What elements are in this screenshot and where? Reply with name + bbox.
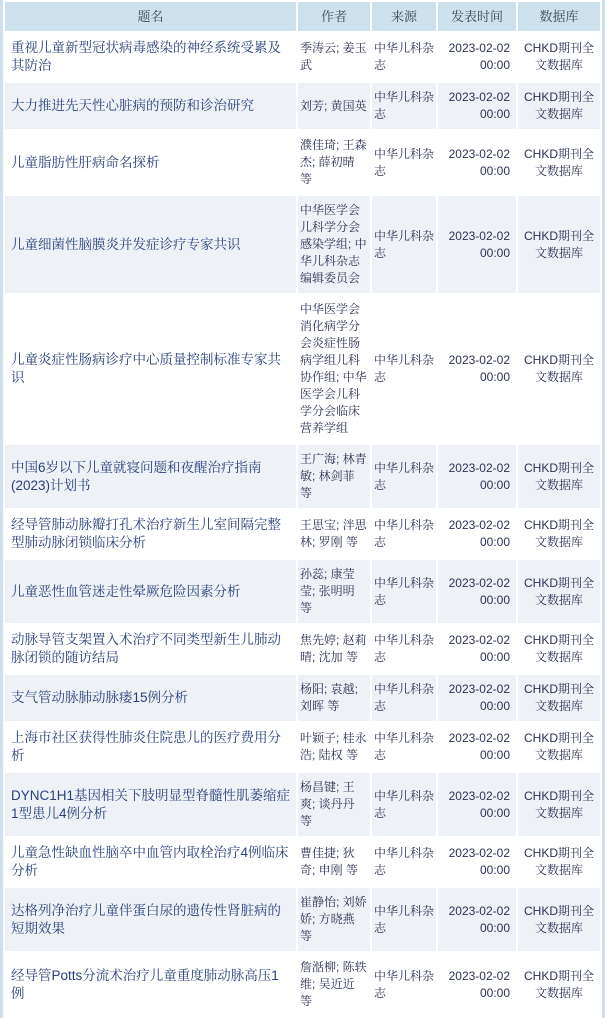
- publish-date-cell: 2023-02-02 00:00: [438, 510, 516, 558]
- authors-cell: 崔静怡; 刘娇娇; 方晓燕 等: [298, 888, 370, 951]
- database-cell: CHKD期刊全文数据库: [518, 510, 600, 558]
- table-row: [5, 83, 600, 129]
- authors-cell: 王思宝; 泮思林; 罗刚 等: [298, 510, 370, 558]
- title-cell: [5, 625, 296, 673]
- database-cell: CHKD期刊全文数据库: [518, 888, 600, 951]
- authors-cell: 叶颖子; 桂永浩; 陆权 等: [298, 723, 370, 771]
- database-cell: CHKD期刊全文数据库: [518, 773, 600, 836]
- results-table: [3, 0, 602, 1018]
- authors-cell: 季涛云; 姜玉武: [298, 33, 370, 81]
- table-row: [5, 625, 600, 673]
- table-row: [5, 560, 600, 623]
- publish-date-cell: 2023-02-02 00:00: [438, 675, 516, 721]
- source-cell: 中华儿科杂志: [372, 773, 436, 836]
- article-title-link[interactable]: 重视儿童新型冠状病毒感染的神经系统受累及其防治: [11, 40, 281, 73]
- source-cell: 中华儿科杂志: [372, 560, 436, 623]
- publish-date-cell: 2023-02-02 00:00: [438, 131, 516, 194]
- table-row: [5, 445, 600, 508]
- publish-date-cell: 2023-02-02 00:00: [438, 560, 516, 623]
- authors-cell: 刘芳; 黄国英: [298, 83, 370, 129]
- authors-cell: 中华医学会消化病学分会炎症性肠病学组儿科协作组; 中华医学会儿科学分会临床营养学组: [298, 295, 370, 443]
- publish-date-cell: 2023-02-02 00:00: [438, 295, 516, 443]
- column-header-title: 题名: [5, 2, 296, 31]
- article-title-link[interactable]: DYNC1H1基因相关下肢明显型脊髓性肌萎缩症1型患儿4例分析: [11, 787, 291, 821]
- article-title-link[interactable]: 儿童炎症性肠病诊疗中心质量控制标准专家共识: [11, 352, 281, 385]
- authors-cell: 孙蕊; 康莹莹; 张明明 等: [298, 560, 370, 623]
- table-row: [5, 773, 600, 836]
- article-title-link[interactable]: 动脉导管支架置入术治疗不同类型新生儿肺动脉闭锁的随访结局: [11, 632, 281, 665]
- publish-date-cell: 2023-02-02 00:00: [438, 83, 516, 129]
- column-header-database: 数据库: [518, 2, 600, 31]
- database-cell: CHKD期刊全文数据库: [518, 953, 600, 1016]
- article-title-link[interactable]: 大力推进先天性心脏病的预防和诊治研究: [11, 98, 254, 113]
- table-row: [5, 953, 600, 1016]
- title-cell: [5, 131, 296, 194]
- title-cell: [5, 33, 296, 81]
- source-cell: 中华儿科杂志: [372, 723, 436, 771]
- title-cell: [5, 675, 296, 721]
- article-title-link[interactable]: 儿童脂肪性肝病命名探析: [11, 154, 160, 170]
- publish-date-cell: 2023-02-02 00:00: [438, 445, 516, 508]
- results-table-body: [5, 33, 600, 1016]
- article-title-link[interactable]: 经导管Potts分流术治疗儿童重度肺动脉高压1例: [11, 967, 279, 1001]
- table-row: [5, 723, 600, 771]
- title-cell: [5, 723, 296, 771]
- column-header-source: 来源: [372, 2, 436, 31]
- source-cell: 中华儿科杂志: [372, 83, 436, 129]
- authors-cell: 濮佳琦; 王森杰; 薛初晴 等: [298, 131, 370, 194]
- authors-cell: 杨昌键; 王爽; 谈丹丹 等: [298, 773, 370, 836]
- publish-date-cell: 2023-02-02 00:00: [438, 33, 516, 81]
- title-cell: [5, 510, 296, 558]
- table-row: [5, 196, 600, 293]
- database-cell: CHKD期刊全文数据库: [518, 675, 600, 721]
- column-header-date: 发表时间: [438, 2, 516, 31]
- table-row: [5, 131, 600, 194]
- source-cell: 中华儿科杂志: [372, 295, 436, 443]
- title-cell: [5, 196, 296, 293]
- database-cell: CHKD期刊全文数据库: [518, 33, 600, 81]
- article-title-link[interactable]: 支气管动脉肺动脉瘘15例分析: [11, 690, 189, 705]
- database-cell: CHKD期刊全文数据库: [518, 131, 600, 194]
- table-row: [5, 33, 600, 81]
- table-row: [5, 295, 600, 443]
- article-title-link[interactable]: 儿童恶性血管迷走性晕厥危险因素分析: [11, 583, 241, 599]
- source-cell: 中华儿科杂志: [372, 625, 436, 673]
- table-row: [5, 888, 600, 951]
- title-cell: [5, 888, 296, 951]
- authors-cell: 杨阳; 袁越; 刘晖 等: [298, 675, 370, 721]
- article-title-link[interactable]: 达格列净治疗儿童伴蛋白尿的遗传性肾脏病的短期效果: [11, 902, 281, 936]
- source-cell: 中华儿科杂志: [372, 196, 436, 293]
- article-title-link[interactable]: 中国6岁以下儿童就寝问题和夜醒治疗指南(2023)计划书: [11, 459, 262, 493]
- publish-date-cell: 2023-02-02 00:00: [438, 625, 516, 673]
- source-cell: 中华儿科杂志: [372, 445, 436, 508]
- source-cell: 中华儿科杂志: [372, 33, 436, 81]
- article-title-link[interactable]: 上海市社区获得性肺炎住院患儿的医疗费用分析: [11, 730, 281, 763]
- database-cell: CHKD期刊全文数据库: [518, 295, 600, 443]
- title-cell: [5, 773, 296, 836]
- source-cell: 中华儿科杂志: [372, 510, 436, 558]
- publish-date-cell: 2023-02-02 00:00: [438, 953, 516, 1016]
- title-cell: [5, 295, 296, 443]
- column-header-authors: 作者: [298, 2, 370, 31]
- authors-cell: 中华医学会儿科学分会感染学组; 中华儿科杂志编辑委员会: [298, 196, 370, 293]
- database-cell: CHKD期刊全文数据库: [518, 83, 600, 129]
- authors-cell: 王广海; 林青敏; 林剑菲 等: [298, 445, 370, 508]
- publish-date-cell: 2023-02-02 00:00: [438, 888, 516, 951]
- publish-date-cell: 2023-02-02 00:00: [438, 723, 516, 771]
- title-cell: [5, 445, 296, 508]
- database-cell: CHKD期刊全文数据库: [518, 625, 600, 673]
- table-row: [5, 675, 600, 721]
- source-cell: 中华儿科杂志: [372, 953, 436, 1016]
- database-cell: CHKD期刊全文数据库: [518, 560, 600, 623]
- database-cell: CHKD期刊全文数据库: [518, 196, 600, 293]
- authors-cell: 詹湉柳; 陈轶维; 吴近近 等: [298, 953, 370, 1016]
- authors-cell: 焦先婷; 赵莉晴; 沈加 等: [298, 625, 370, 673]
- header-row: [5, 2, 600, 31]
- source-cell: 中华儿科杂志: [372, 838, 436, 886]
- publish-date-cell: 2023-02-02 00:00: [438, 196, 516, 293]
- article-title-link[interactable]: 儿童细菌性脑膜炎并发症诊疗专家共识: [11, 236, 241, 252]
- authors-cell: 曹佳捷; 狄奇; 申刚 等: [298, 838, 370, 886]
- source-cell: 中华儿科杂志: [372, 675, 436, 721]
- database-cell: CHKD期刊全文数据库: [518, 838, 600, 886]
- publish-date-cell: 2023-02-02 00:00: [438, 773, 516, 836]
- title-cell: [5, 953, 296, 1016]
- database-cell: CHKD期刊全文数据库: [518, 723, 600, 771]
- database-cell: CHKD期刊全文数据库: [518, 445, 600, 508]
- title-cell: [5, 83, 296, 129]
- title-cell: [5, 838, 296, 886]
- table-row: [5, 838, 600, 886]
- article-title-link[interactable]: 经导管肺动脉瓣打孔术治疗新生儿室间隔完整型肺动脉闭锁临床分析: [11, 517, 281, 550]
- publish-date-cell: 2023-02-02 00:00: [438, 838, 516, 886]
- table-row: [5, 510, 600, 558]
- article-title-link[interactable]: 儿童急性缺血性脑卒中血管内取栓治疗4例临床分析: [11, 845, 289, 878]
- source-cell: 中华儿科杂志: [372, 888, 436, 951]
- source-cell: 中华儿科杂志: [372, 131, 436, 194]
- title-cell: [5, 560, 296, 623]
